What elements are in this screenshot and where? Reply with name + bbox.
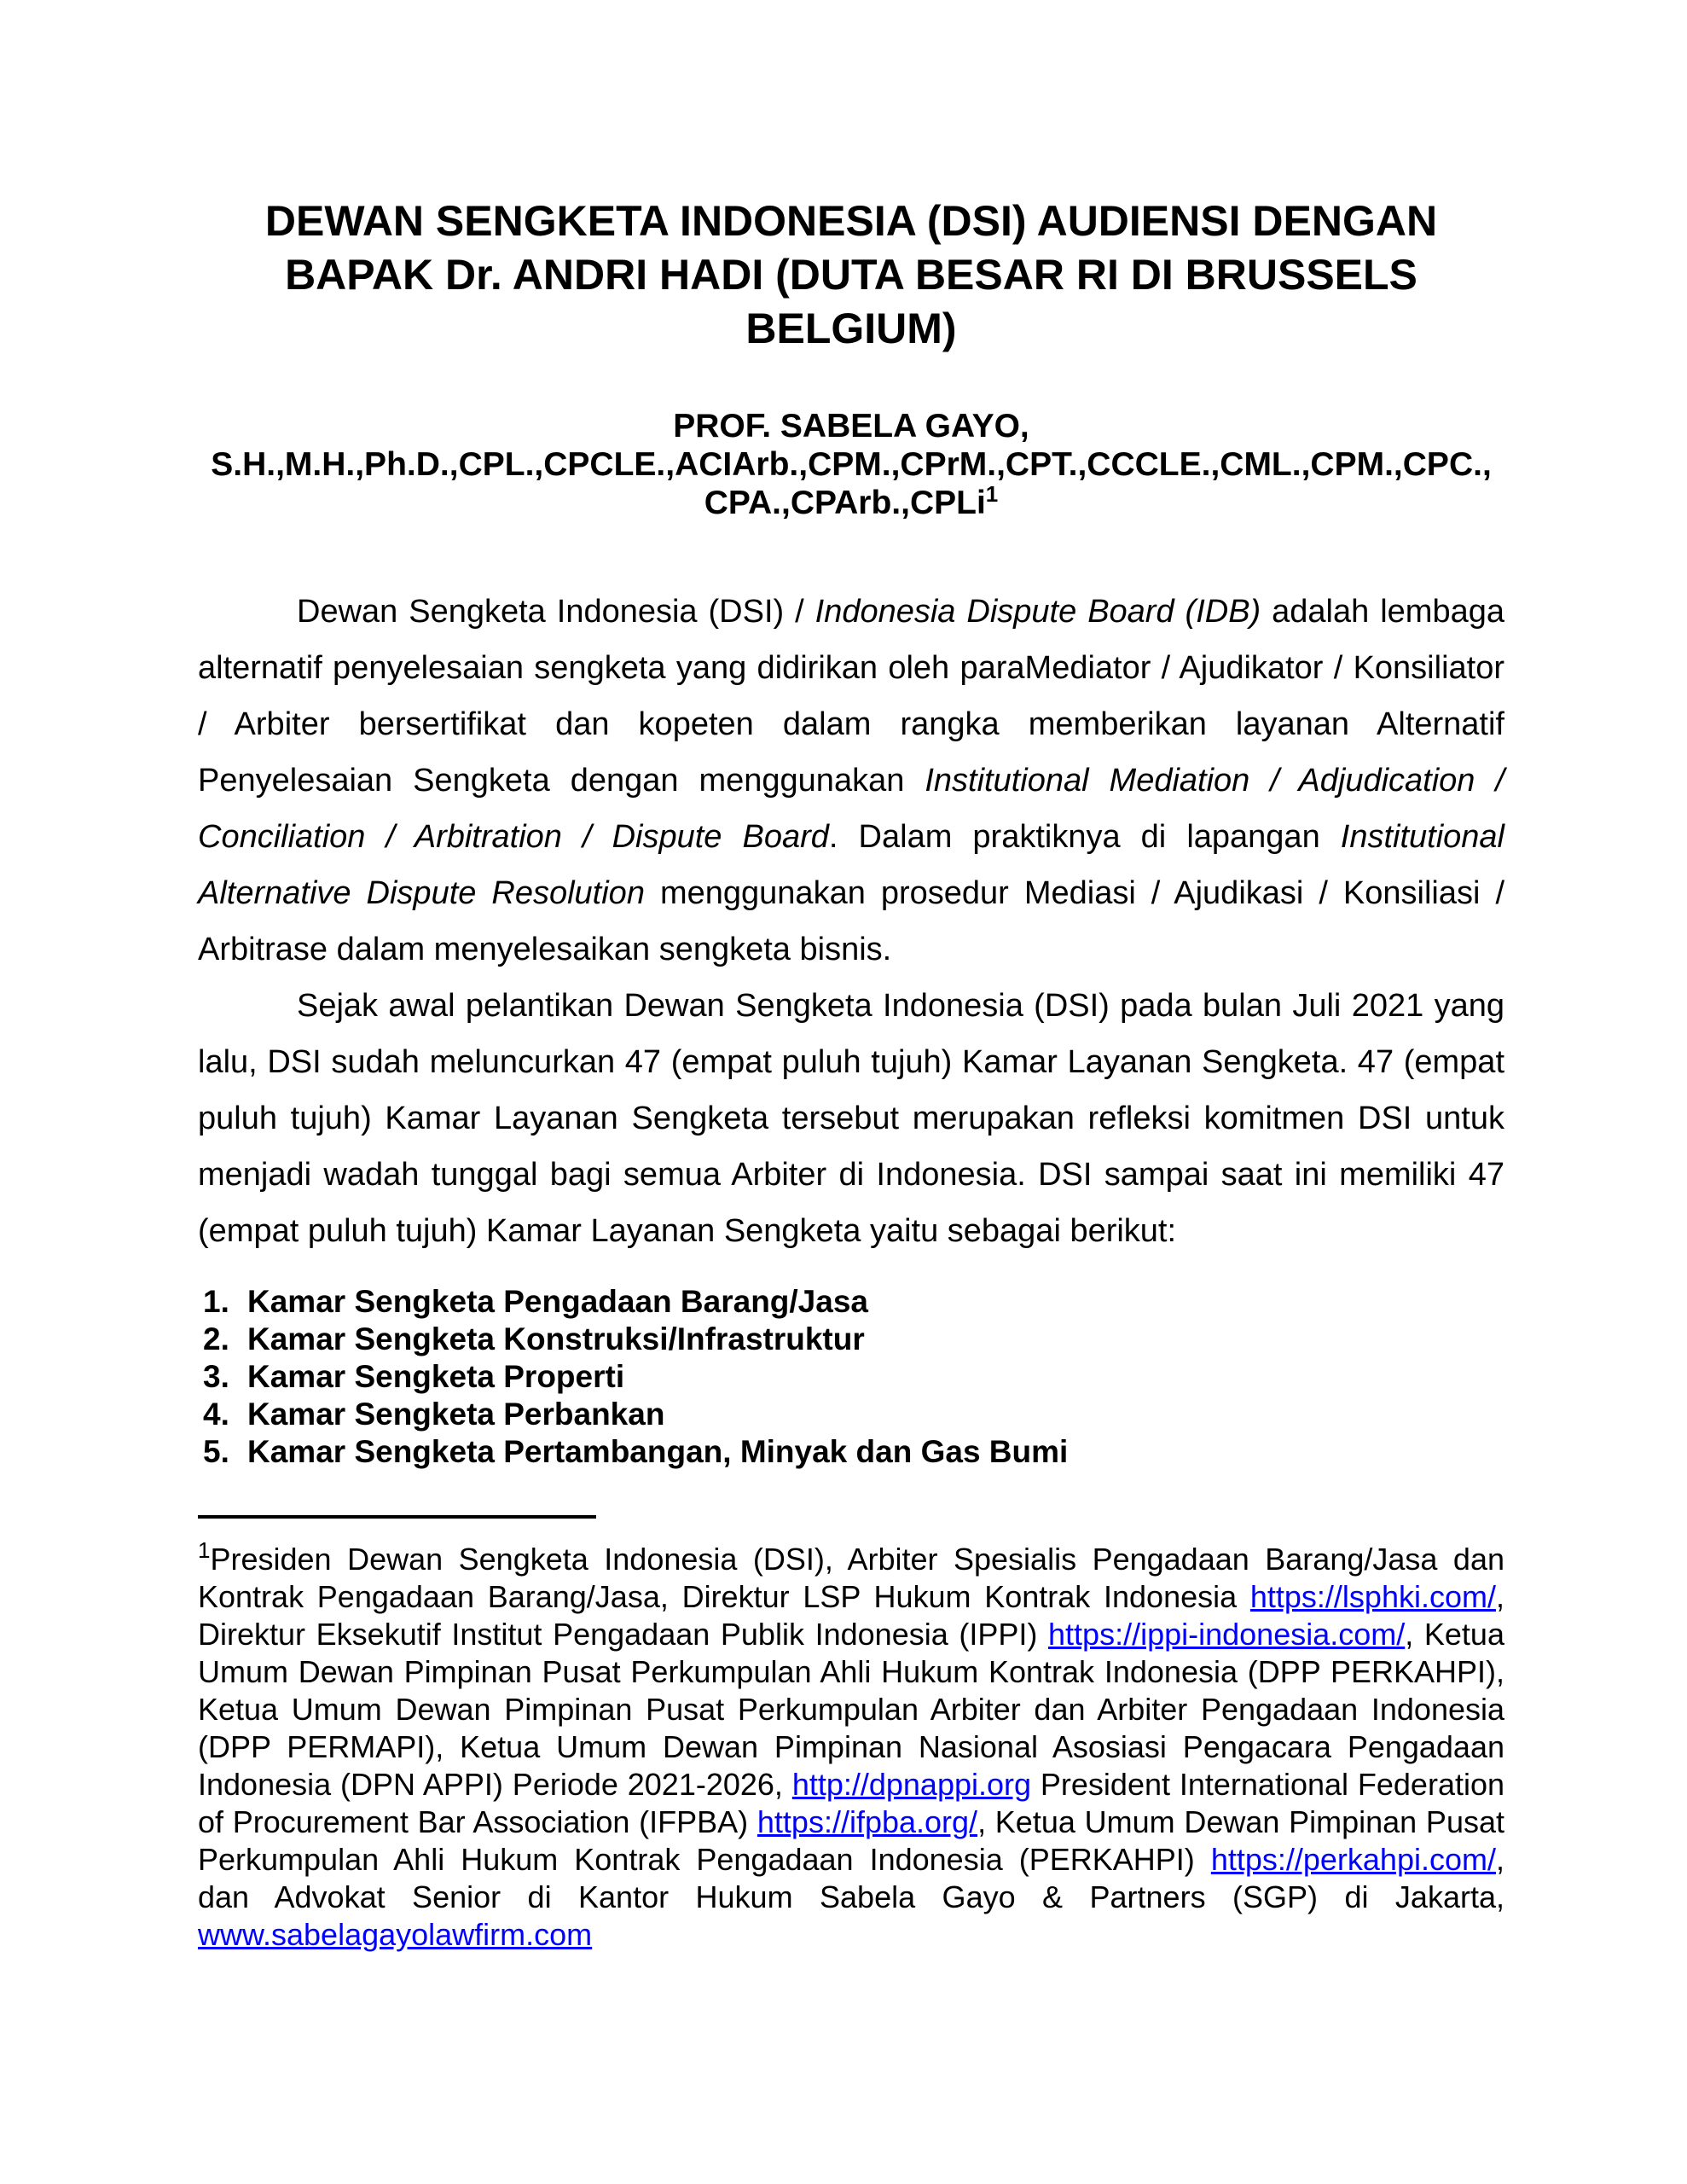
list-item xyxy=(198,1321,1504,1358)
footnote-text: $^1$Presiden Dewan Sengketa Indonesia (DSI), Arbiter Spesialis Pengadaan Barang/Jasa dan Kontrak Pengadaan Barang/Jasa, Direktur LSP Hukum Kontrak Indonesia https://lsphki.com/, Direktur Eksekutif Institut Pengadaan Publik Indonesia (IPPI) https://ippi-indonesia.com/, Ketua Umum Dewan Pimpinan Pusat Perkumpulan Ahli Hukum Kontrak Indonesia (DPP PERKAHPI), Ketua Umum Dewan Pimpinan Pusat Perkumpulan Arbiter dan Arbiter Pengadaan Indonesia (DPP PERMAPI), Ketua Umum Dewan Pimpinan Nasional Asosiasi Pengacara Pengadaan Indonesia (DPN APPI) Periode 2021-2026, http://dpnappi.org President International Federation of Procurement Bar Association (IFPBA) https://ifpba.org/, Ketua Umum Dewan Pimpinan Pusat Perkumpulan Ahli Hukum Kontrak Pengadaan Indonesia (PERKAHPI) https://perkahpi.com/, dan Advokat Senior di Kantor Hukum Sabela Gayo & Partners (SGP) di Jakarta, www.sabelagayolawfirm.com xyxy=(198,1537,1505,1952)
page-title xyxy=(198,195,1504,356)
author-credentials-line2: CPA.,CPArb.,CPLi$^1$ xyxy=(704,481,999,521)
title-line-1: DEWAN SENGKETA INDONESIA (DSI) AUDIENSI DENGAN xyxy=(264,197,1438,245)
footnote-reference-mark: 1 xyxy=(985,481,999,507)
list-item-number: 2. xyxy=(203,1321,229,1356)
list-item-number: 3. xyxy=(203,1359,229,1394)
italic-phrase: Institutional Mediation / Adjudication / Conciliation / Arbitration / Dispute Board xyxy=(198,763,1504,855)
link-ippi-indonesia[interactable]: https://ippi-indonesia.com/ xyxy=(1048,1617,1406,1652)
list-item xyxy=(198,1358,1504,1396)
footnote-marker: 1 xyxy=(198,1537,211,1563)
list-item-number: 1. xyxy=(203,1284,229,1319)
link-dpnappi[interactable]: http://dpnappi.org xyxy=(791,1767,1032,1802)
list-item-number: 4. xyxy=(203,1397,229,1432)
list-item xyxy=(198,1396,1504,1433)
list-item xyxy=(198,1433,1504,1471)
link-ifpba[interactable]: https://ifpba.org/ xyxy=(757,1804,978,1839)
list-item-number: 5. xyxy=(203,1434,229,1469)
author-block xyxy=(198,407,1504,522)
footnote-separator-line xyxy=(198,1515,596,1519)
list-item-label: Kamar Sengketa Pengadaan Barang/Jasa xyxy=(247,1284,868,1319)
italic-phrase: Indonesia Dispute Board (IDB) xyxy=(815,594,1261,630)
link-lsphki[interactable]: https://lsphki.com/ xyxy=(1249,1579,1496,1614)
link-perkahpi[interactable]: https://perkahpi.com/ xyxy=(1210,1842,1496,1877)
paragraph-intro: Dewan Sengketa Indonesia (DSI) / Indonesia Dispute Board (IDB) adalah lembaga alternatif penyelesaian sengketa yang didirikan oleh paraMediator / Ajudikator / Konsiliator / Arbiter bersertifikat dan kopeten dalam rangka memberikan layanan Alternatif Penyelesaian Sengketa dengan menggunakan Institutional Mediation / Adjudication / Conciliation / Arbitration / Dispute Board. Dalam praktiknya di lapangan Institutional Alternative Dispute Resolution menggunakan prosedur Mediasi / Ajudikasi / Konsiliasi / Arbitrase dalam menyelesaikan sengketa bisnis. xyxy=(198,594,1504,967)
list-item-label: Kamar Sengketa Perbankan xyxy=(247,1397,665,1432)
title-line-3: BELGIUM) xyxy=(745,305,957,352)
list-item-label: Kamar Sengketa Properti xyxy=(247,1359,625,1394)
list-item-label: Kamar Sengketa Konstruksi/Infrastruktur xyxy=(247,1321,865,1356)
list-item xyxy=(198,1283,1504,1321)
paragraph-kamar-layanan: Sejak awal pelantikan Dewan Sengketa Indonesia (DSI) pada bulan Juli 2021 yang lalu, DSI sudah meluncurkan 47 (empat puluh tujuh) Kamar Layanan Sengketa. 47 (empat puluh tujuh) Kamar Layanan Sengketa tersebut merupakan refleksi komitmen DSI untuk menjadi wadah tunggal bagi semua Arbiter di Indonesia. DSI sampai saat ini memiliki 47 (empat puluh tujuh) Kamar Layanan Sengketa yaitu sebagai berikut: xyxy=(198,988,1504,1249)
link-sabelagayolawfirm[interactable]: www.sabelagayolawfirm.com xyxy=(198,1917,593,1952)
author-name: PROF. SABELA GAYO, xyxy=(673,408,1029,444)
author-credentials-line1: S.H.,M.H.,Ph.D.,CPL.,CPCLE.,ACIArb.,CPM.,CPrM.,CPT.,CCCLE.,CML.,CPM.,CPC., xyxy=(211,446,1492,483)
title-line-2: BAPAK Dr. ANDRI HADI (DUTA BESAR RI DI BRUSSELS xyxy=(285,251,1417,299)
italic-phrase: Institutional Alternative Dispute Resolution xyxy=(198,819,1504,911)
kamar-sengketa-list xyxy=(198,1283,1504,1471)
list-item-label: Kamar Sengketa Pertambangan, Minyak dan Gas Bumi xyxy=(247,1434,1069,1469)
